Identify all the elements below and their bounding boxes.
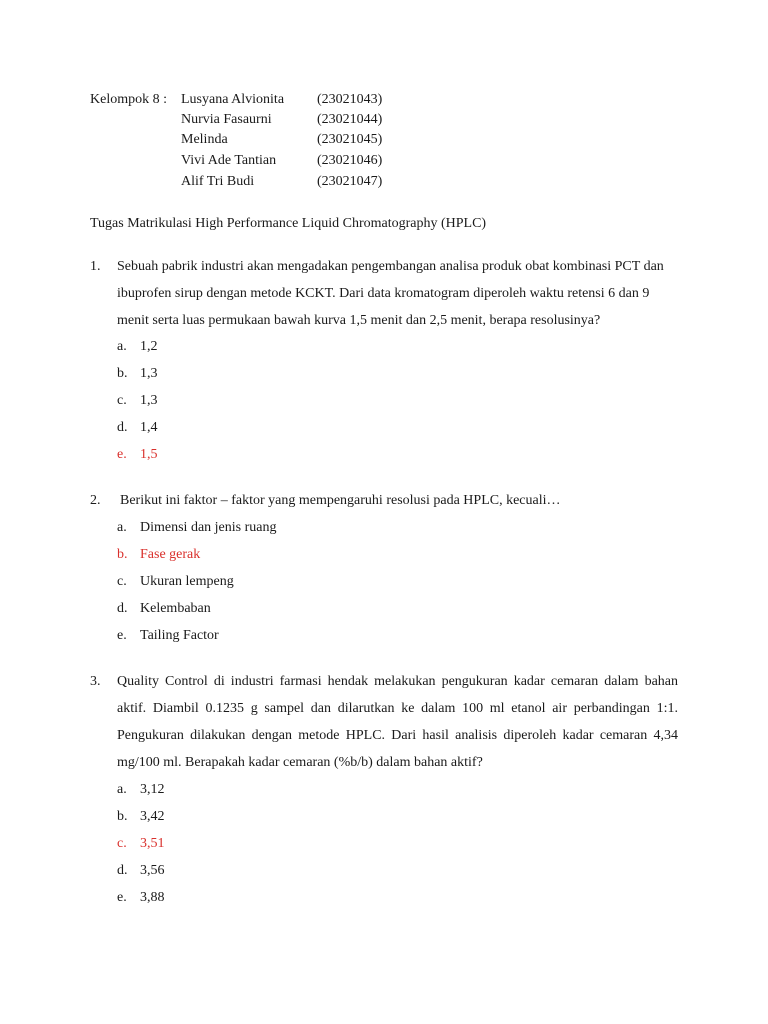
question-number: 3.	[90, 674, 101, 689]
option-letter: d.	[117, 601, 128, 616]
answer-option[interactable]	[117, 622, 517, 649]
answer-option[interactable]	[117, 414, 517, 441]
assignment-title: Tugas Matrikulasi High Performance Liquid Chromatography (HPLC)	[90, 216, 487, 231]
option-text: Fase gerak	[140, 547, 201, 562]
member-nim: (23021045)	[317, 132, 383, 147]
option-text: 3,51	[140, 836, 165, 851]
question-1-options	[117, 333, 517, 468]
option-text: 1,5	[140, 447, 158, 462]
option-text: Kelembaban	[140, 601, 211, 616]
answer-option-correct[interactable]	[117, 830, 517, 857]
answer-option[interactable]	[117, 333, 517, 360]
option-letter: b.	[117, 547, 128, 562]
group-label: Kelompok 8 :	[90, 92, 167, 107]
option-letter: e.	[117, 890, 127, 905]
answer-option[interactable]	[117, 568, 517, 595]
member-name: Melinda	[181, 132, 228, 147]
answer-option[interactable]	[117, 387, 517, 414]
option-letter: e.	[117, 628, 127, 643]
member-nim: (23021046)	[317, 153, 383, 168]
option-letter: b.	[117, 809, 128, 824]
question-3	[90, 668, 678, 776]
option-letter: c.	[117, 574, 127, 589]
question-number: 2.	[90, 493, 101, 508]
question-text: Sebuah pabrik industri akan mengadakan pengembangan analisa produk obat kombinasi PCT dan ibuprofen sirup dengan metode KCKT. Dari data kromatogram diperoleh waktu retensi 6 dan 9 menit serta luas permukaan bawah kurva 1,5 menit dan 2,5 menit, berapa resolusinya?	[117, 259, 664, 328]
question-2	[90, 487, 678, 514]
member-nim: (23021043)	[317, 92, 383, 107]
option-text: Ukuran lempeng	[140, 574, 234, 589]
option-text: 1,2	[140, 339, 158, 354]
question-1	[90, 253, 678, 334]
question-text: Quality Control di industri farmasi hendak melakukan pengukuran kadar cemaran dalam bahan aktif. Diambil 0.1235 g sampel dan dilarutkan ke dalam 100 ml etanol air perbandingan 1:1. Pengukuran dilakukan dengan metode HPLC. Dari hasil analisis diperoleh kadar cemaran 4,34 mg/100 ml. Berapakah kadar cemaran (%b/b) dalam bahan aktif?	[117, 674, 678, 770]
answer-option[interactable]	[117, 884, 517, 911]
option-letter: c.	[117, 836, 127, 851]
option-text: Tailing Factor	[140, 628, 219, 643]
member-name: Nurvia Fasaurni	[181, 112, 272, 127]
option-text: 1,4	[140, 420, 158, 435]
option-text: 3,56	[140, 863, 165, 878]
question-text: Berikut ini faktor – faktor yang mempengaruhi resolusi pada HPLC, kecuali…	[120, 493, 561, 508]
option-text: 3,42	[140, 809, 165, 824]
option-letter: e.	[117, 447, 127, 462]
question-number: 1.	[90, 259, 101, 274]
option-text: 3,88	[140, 890, 165, 905]
answer-option-correct[interactable]	[117, 541, 517, 568]
member-name: Lusyana Alvionita	[181, 92, 285, 107]
member-nim: (23021044)	[317, 112, 383, 127]
answer-option[interactable]	[117, 360, 517, 387]
option-letter: d.	[117, 420, 128, 435]
option-letter: a.	[117, 782, 127, 797]
option-text: 3,12	[140, 782, 165, 797]
option-letter: d.	[117, 863, 128, 878]
question-2-options	[117, 514, 517, 649]
answer-option[interactable]	[117, 514, 517, 541]
option-text: 1,3	[140, 393, 158, 408]
option-letter: c.	[117, 393, 127, 408]
option-text: Dimensi dan jenis ruang	[140, 520, 277, 535]
question-3-options	[117, 776, 517, 911]
option-letter: a.	[117, 339, 127, 354]
answer-option[interactable]	[117, 595, 517, 622]
answer-option[interactable]	[117, 776, 517, 803]
member-name: Alif Tri Budi	[181, 174, 255, 189]
member-name: Vivi Ade Tantian	[181, 153, 277, 168]
answer-option[interactable]	[117, 803, 517, 830]
answer-option[interactable]	[117, 857, 517, 884]
option-letter: a.	[117, 520, 127, 535]
option-text: 1,3	[140, 366, 158, 381]
member-nim: (23021047)	[317, 174, 383, 189]
option-letter: b.	[117, 366, 128, 381]
answer-option-correct[interactable]	[117, 441, 517, 468]
